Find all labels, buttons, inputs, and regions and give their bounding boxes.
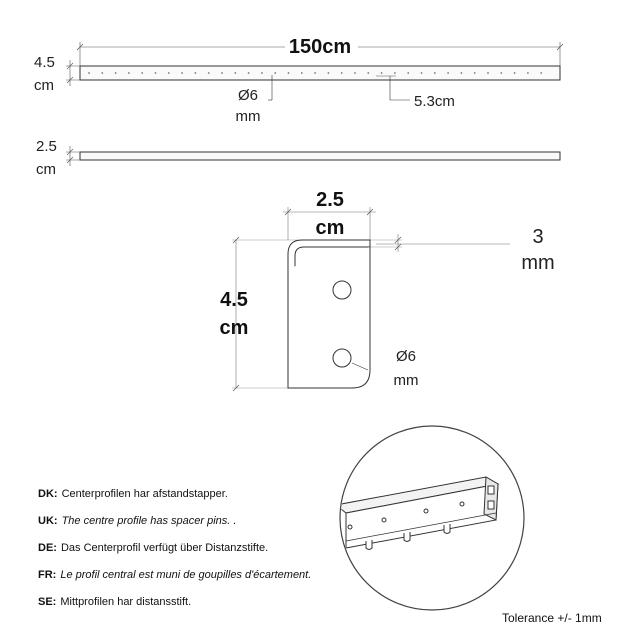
spacer-hole — [527, 72, 529, 74]
section-hole-label: Ø6 — [395, 348, 417, 365]
spacer-hole — [434, 72, 436, 74]
note-de: DE: Das Centerprofil verfügt über Distanzstifte. — [38, 542, 269, 554]
note-fr: FR: Le profil central est muni de goupilles d'écartement. — [38, 569, 312, 581]
thickness-unit: mm — [521, 252, 555, 274]
spacer-hole — [141, 72, 143, 74]
spacer-hole — [487, 72, 489, 74]
spacer-hole — [248, 72, 250, 74]
top-height-unit: cm — [34, 77, 54, 94]
detail-illustration — [336, 426, 524, 610]
spacer-hole — [381, 72, 383, 74]
spacer-hole — [447, 72, 449, 74]
spacer-hole — [181, 72, 183, 74]
spacer-hole — [261, 72, 263, 74]
section-width-value: 2.5 — [316, 189, 344, 211]
spacer-hole — [88, 72, 90, 74]
spacer-hole — [195, 72, 197, 74]
spacer-hole — [474, 72, 476, 74]
spacer-hole — [421, 72, 423, 74]
side-height-value: 2.5 — [36, 138, 57, 155]
section-hole-unit: mm — [393, 372, 419, 389]
spacer-hole — [234, 72, 236, 74]
spacer-hole — [341, 72, 343, 74]
spacer-hole — [367, 72, 369, 74]
section-height-value: 4.5 — [220, 289, 248, 311]
spacer-hole — [155, 72, 157, 74]
note-se: SE: Mittprofilen har distansstift. — [38, 596, 192, 608]
spacer-hole — [407, 72, 409, 74]
top-height-value: 4.5 — [34, 54, 55, 71]
top-hole-label: Ø6 — [237, 87, 259, 104]
spacer-hole — [288, 72, 290, 74]
note-dk: DK: Centerprofilen har afstandstapper. — [38, 488, 228, 500]
pitch-label: 5.3cm — [414, 93, 455, 110]
spacer-hole — [500, 72, 502, 74]
length-label: 150cm — [288, 36, 352, 58]
top-hole-unit: mm — [235, 108, 261, 125]
spacer-hole — [514, 72, 516, 74]
spacer-hole — [274, 72, 276, 74]
profile-side-view — [80, 152, 560, 160]
spacer-hole — [208, 72, 210, 74]
section-height-unit: cm — [219, 317, 249, 339]
spacer-hole — [128, 72, 130, 74]
spacer-hole — [354, 72, 356, 74]
spacer-hole — [168, 72, 170, 74]
profile-plate — [288, 247, 370, 388]
tolerance-note: Tolerance +/- 1mm — [502, 611, 602, 625]
spacer-hole — [394, 72, 396, 74]
thickness-value: 3 — [532, 226, 544, 248]
spacer-hole — [461, 72, 463, 74]
spacer-hole — [328, 72, 330, 74]
note-uk: UK: The centre profile has spacer pins. . — [38, 515, 237, 527]
spacer-hole — [101, 72, 103, 74]
spacer-hole — [301, 72, 303, 74]
section-width-unit: cm — [315, 217, 345, 239]
cross-section — [232, 207, 510, 391]
spacer-hole — [221, 72, 223, 74]
spacer-hole — [540, 72, 542, 74]
spacer-hole — [314, 72, 316, 74]
side-view — [66, 146, 560, 166]
side-height-unit: cm — [36, 161, 56, 178]
spacer-hole — [115, 72, 117, 74]
